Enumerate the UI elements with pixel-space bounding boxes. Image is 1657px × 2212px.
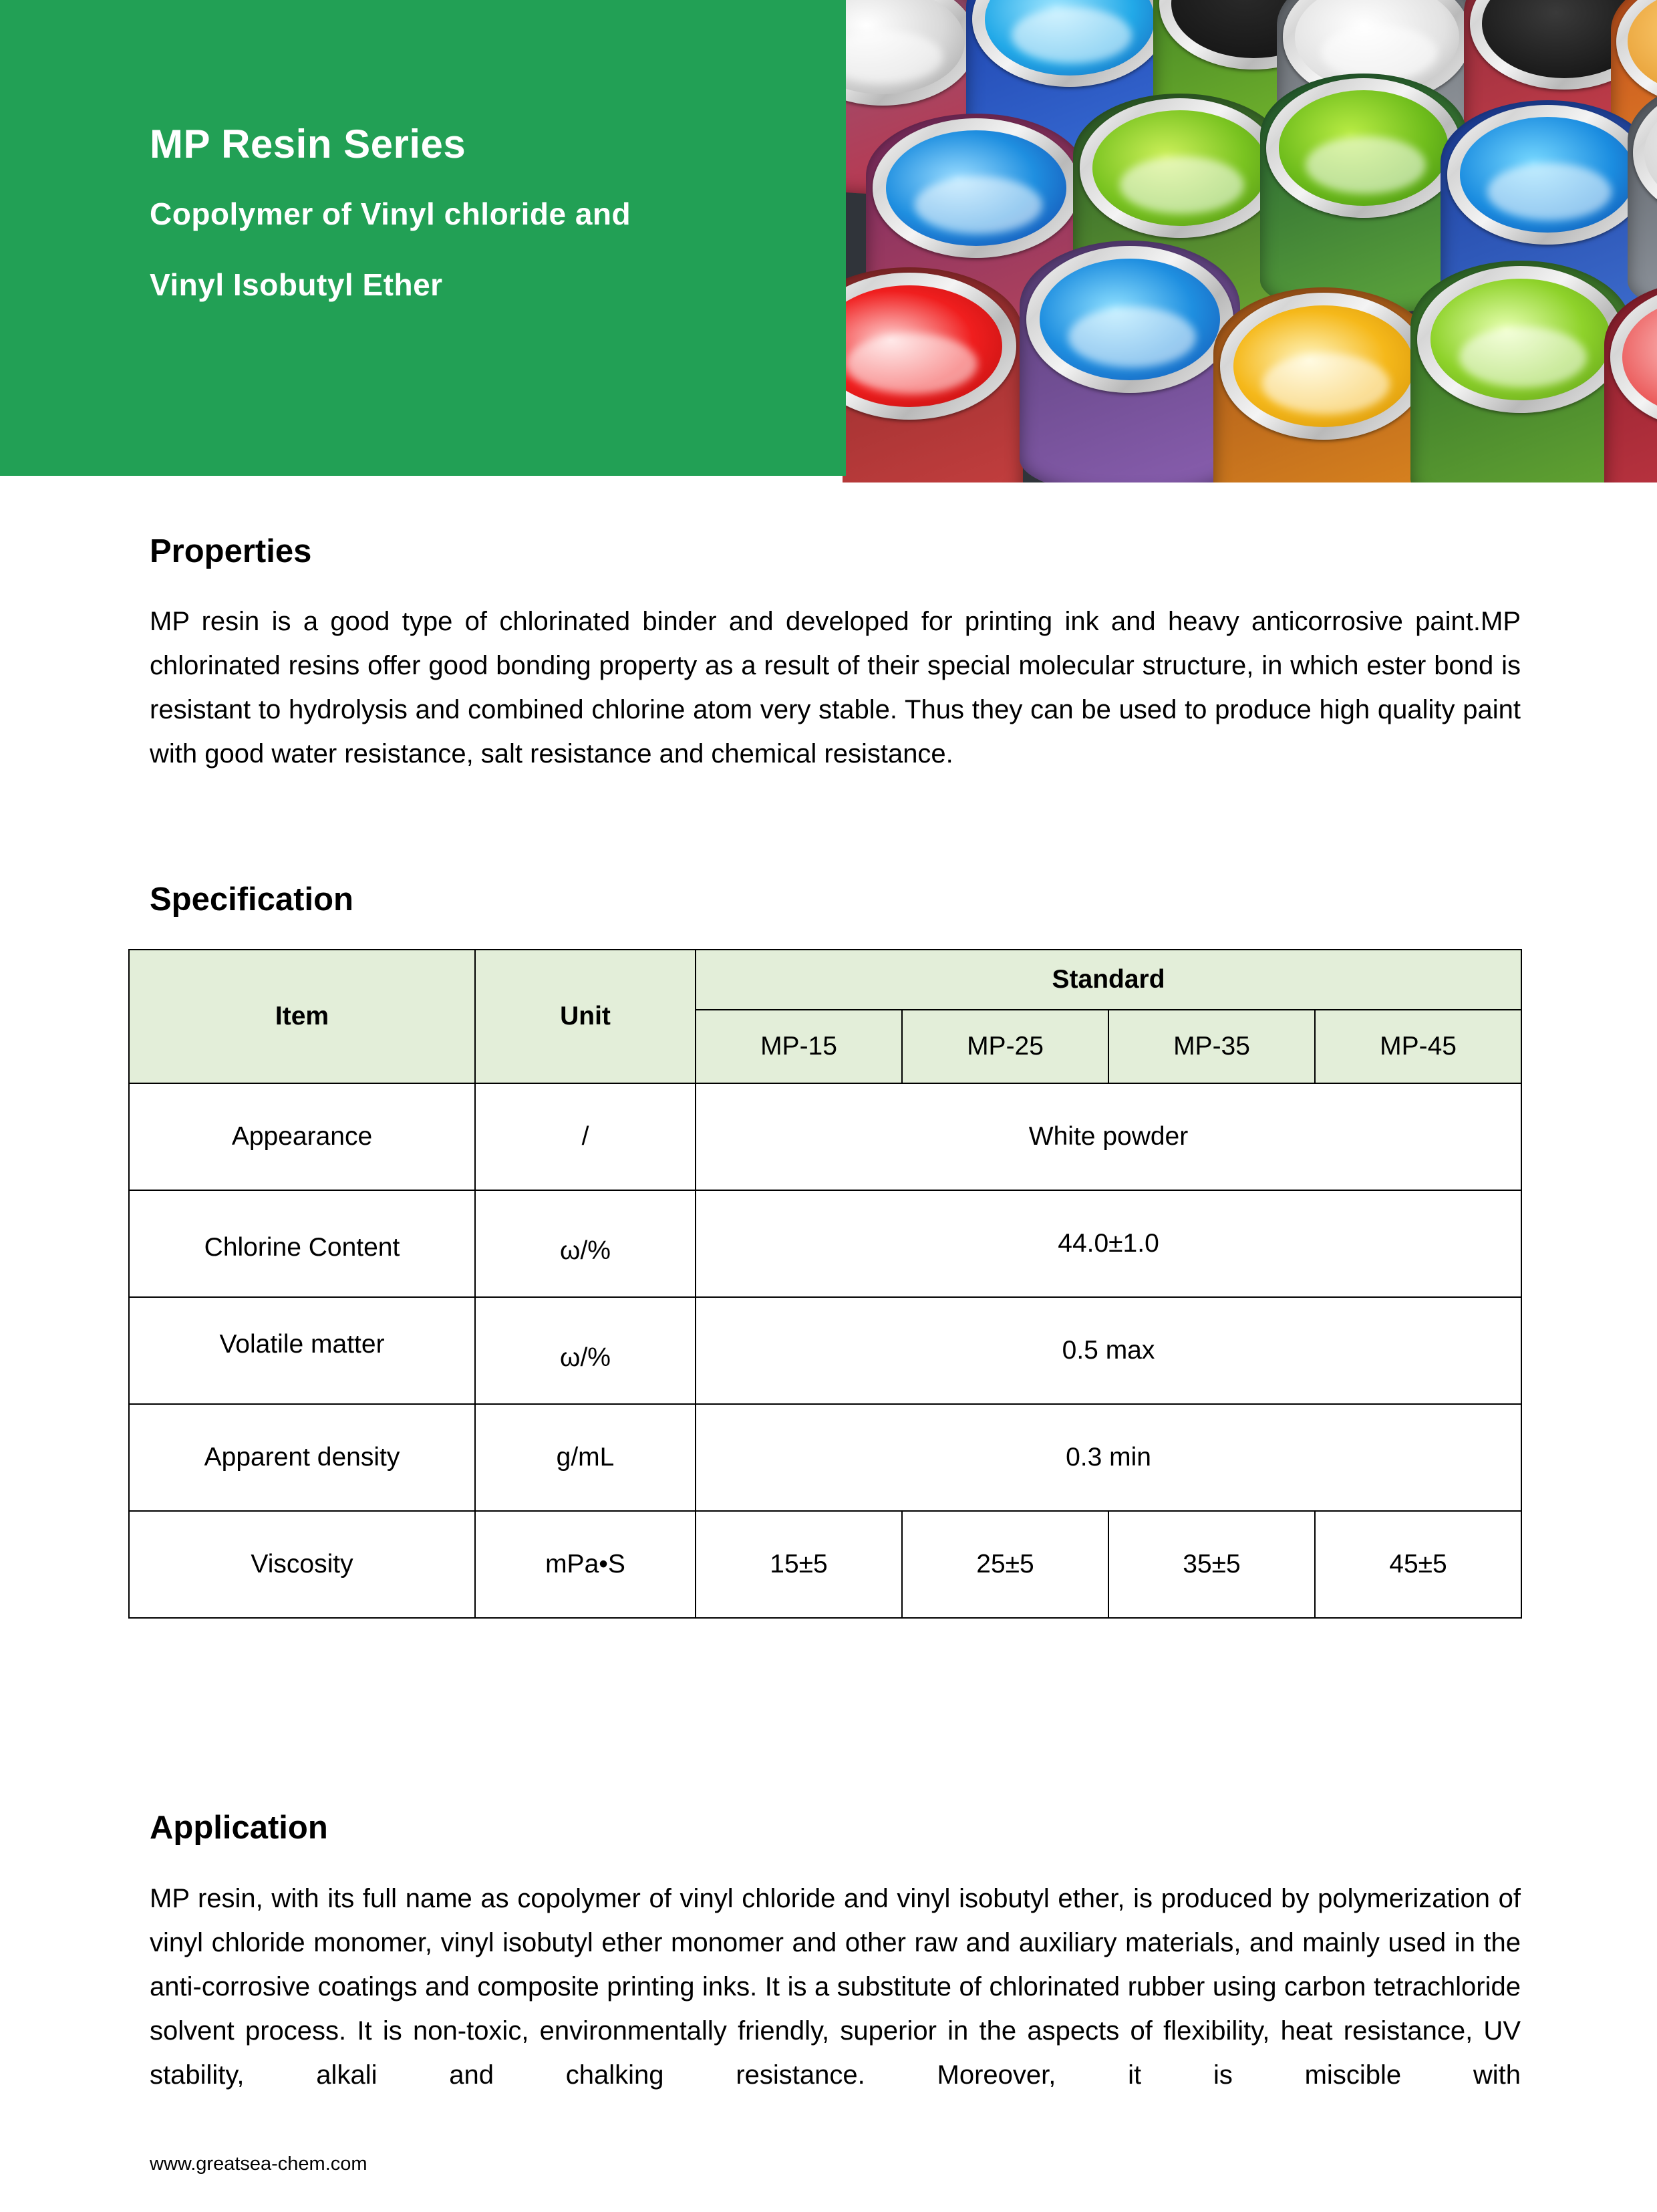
page-subtitle-line1: Copolymer of Vinyl chloride and bbox=[150, 196, 631, 231]
cell-unit: g/mL bbox=[475, 1404, 696, 1511]
table-header bbox=[129, 950, 1521, 1083]
column-header-mp-35: MP-35 bbox=[1108, 1010, 1315, 1083]
paint-can bbox=[1410, 261, 1631, 482]
properties-heading: Properties bbox=[150, 533, 312, 569]
cell-unit: mPa•S bbox=[475, 1511, 696, 1618]
can-sheen bbox=[1321, 25, 1437, 80]
column-header-mp-25: MP-25 bbox=[902, 1010, 1108, 1083]
table-row bbox=[129, 1190, 1521, 1297]
can-sheen bbox=[1306, 136, 1426, 194]
can-sheen bbox=[1120, 156, 1244, 214]
cell-item: Apparent density bbox=[129, 1404, 475, 1511]
cell-value: 0.3 min bbox=[696, 1404, 1521, 1511]
cell-value-mp-15: 15±5 bbox=[696, 1511, 902, 1618]
paint-can bbox=[1020, 241, 1240, 482]
application-paragraph: MP resin, with its full name as copolymer of vinyl chloride and vinyl isobutyl ether, is produced by polymerization of vinyl chloride monomer, vinyl isobutyl ether monomer and other raw and auxiliary materials, and mainly used in the anti-corrosive coatings and composite printing inks. It is a substitute of chlorinated rubber using carbon tetrachloride solvent process. It is non-toxic, environmentally friendly, superior in the aspects of flexibility, heat resistance, UV stability, alkali and chalking resistance. Moreover, it is miscible with bbox=[150, 1884, 1521, 2090]
cell-unit bbox=[475, 1297, 696, 1404]
can-sheen bbox=[846, 333, 977, 394]
cell-value-mp-25: 25±5 bbox=[902, 1511, 1108, 1618]
column-header-mp-15: MP-15 bbox=[696, 1010, 902, 1083]
column-header-standard: Standard bbox=[696, 950, 1521, 1010]
can-sheen bbox=[1068, 307, 1196, 368]
column-header-mp-45: MP-45 bbox=[1315, 1010, 1521, 1083]
cell-unit bbox=[475, 1190, 696, 1297]
cell-unit-label: ω/% bbox=[560, 1343, 611, 1372]
table-row bbox=[129, 1511, 1521, 1618]
paint-can bbox=[843, 267, 1023, 482]
cell-item bbox=[129, 1190, 475, 1297]
page-title: MP Resin Series bbox=[150, 122, 466, 166]
footer-website: www.greatsea-chem.com bbox=[150, 2153, 367, 2175]
page-subtitle-line2: Vinyl Isobutyl Ether bbox=[150, 267, 443, 302]
application-heading: Application bbox=[150, 1810, 328, 1846]
properties-paragraph: MP resin is a good type of chlorinated binder and developed for printing ink and heavy anticorrosive paint.MP chlorinated resins offer good bonding property as a result of their special molecular structure, in which ester bond is resistant to hydrolysis and combined chlorine atom very stable. Thus they can be used to produce high quality paint with good water resistance, salt resistance and chemical resistance. bbox=[150, 607, 1521, 769]
table-body bbox=[129, 1083, 1521, 1618]
header-text-block bbox=[150, 124, 818, 301]
specification-table bbox=[128, 949, 1522, 1619]
table-row bbox=[129, 1404, 1521, 1511]
can-sheen bbox=[1487, 163, 1612, 221]
cell-item-label: Volatile matter bbox=[219, 1330, 385, 1359]
paint-can bbox=[1213, 287, 1434, 482]
table-header-row-1 bbox=[129, 950, 1521, 1010]
table-row bbox=[129, 1083, 1521, 1190]
column-header-unit: Unit bbox=[475, 950, 696, 1083]
table-row bbox=[129, 1297, 1521, 1404]
cell-value-mp-35: 35±5 bbox=[1108, 1511, 1315, 1618]
specification-heading: Specification bbox=[150, 881, 353, 918]
cell-unit: / bbox=[475, 1083, 696, 1190]
cell-value-mp-45: 45±5 bbox=[1315, 1511, 1521, 1618]
cell-value: 0.5 max bbox=[696, 1297, 1521, 1404]
cell-item: Appearance bbox=[129, 1083, 475, 1190]
cell-item: Viscosity bbox=[129, 1511, 475, 1618]
can-sheen bbox=[1012, 7, 1132, 63]
can-sheen bbox=[1262, 354, 1390, 414]
can-sheen bbox=[1459, 327, 1587, 388]
cell-value: White powder bbox=[696, 1083, 1521, 1190]
cell-value: 44.0±1.0 bbox=[696, 1190, 1521, 1297]
cell-unit-label: ω/% bbox=[560, 1236, 611, 1265]
paint-can bbox=[1260, 74, 1467, 314]
column-header-item: Item bbox=[129, 950, 475, 1083]
can-sheen bbox=[915, 176, 1042, 234]
cell-item-label: Chlorine Content bbox=[204, 1233, 400, 1262]
header-paint-cans-photo bbox=[843, 0, 1657, 482]
cell-item bbox=[129, 1297, 475, 1404]
